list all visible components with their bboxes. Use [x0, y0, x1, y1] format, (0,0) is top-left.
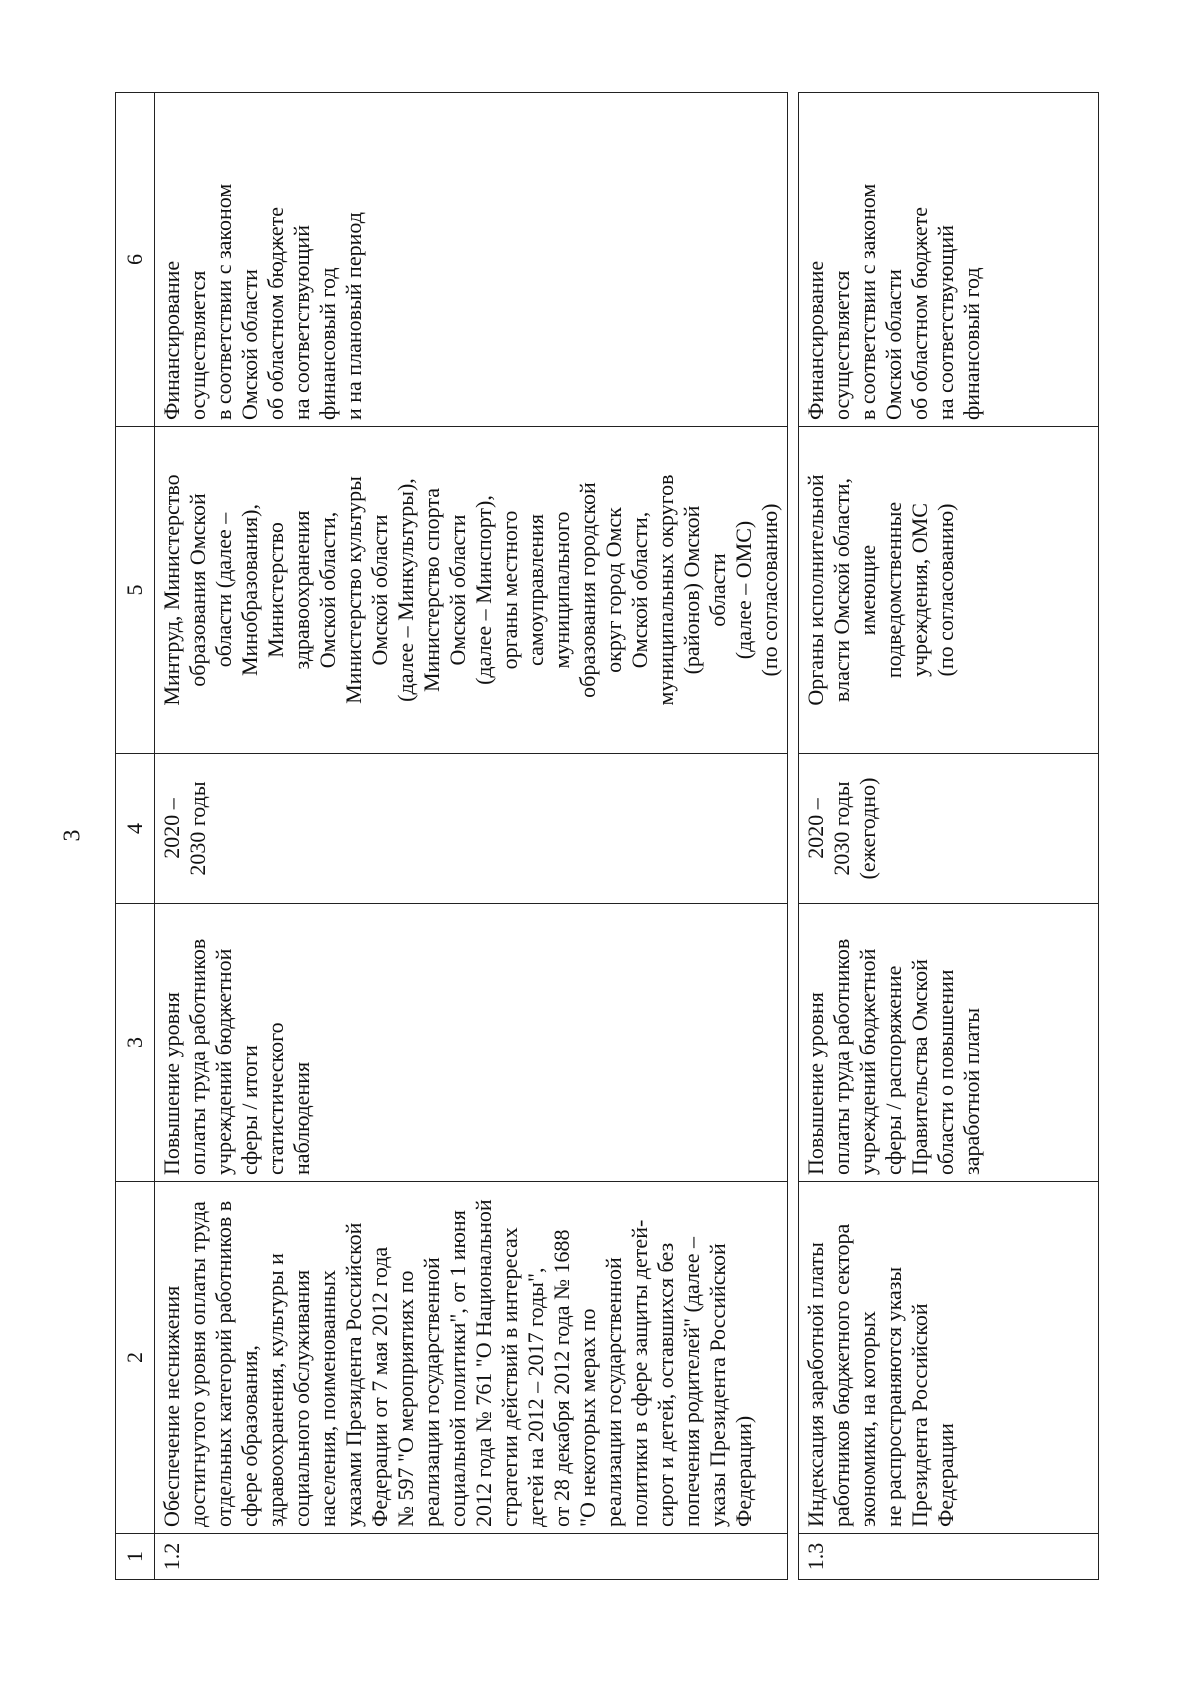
cell-text-line: Министерство	[263, 522, 288, 658]
financing-cell	[799, 93, 1099, 427]
cell-text-line: 2030 годы	[829, 781, 854, 876]
header-col-3: 3	[116, 904, 155, 1182]
cell-text-line: не распространяются указы	[881, 1266, 906, 1527]
cell-text-line: власти Омской области,	[829, 478, 854, 702]
cell-text-line: и на плановый период	[341, 212, 366, 420]
cell-text-line: имеющие	[855, 544, 880, 636]
header-col-2: 2	[116, 1182, 155, 1534]
cell-text-line: органы местного	[497, 510, 522, 670]
cell-text-line: финансовый год	[315, 267, 340, 420]
cell-text-line: сирот и детей, оставшихся без	[653, 1242, 678, 1527]
cell-text-line: сферы / итоги	[237, 1045, 262, 1175]
cell-text-line: (по согласованию)	[933, 503, 958, 677]
cell-text-line: учреждений бюджетной	[211, 948, 236, 1175]
table-row	[155, 93, 788, 1580]
cell-text-line: заработной платы	[959, 1007, 984, 1175]
cell-text-line: Омской области	[367, 514, 392, 666]
cell-text-line: Омской области	[445, 514, 470, 666]
cell-text-line: Федерации)	[731, 1415, 756, 1527]
cell-text-line: об областном бюджете	[263, 207, 288, 420]
cell-text-line: работников бюджетного сектора	[829, 1223, 854, 1527]
cell-text-line: оплаты труда работников	[185, 938, 210, 1175]
table-row	[799, 93, 1099, 1580]
cell-text-line: (далее – Минкультуры),	[393, 478, 418, 702]
header-col-1: 1	[116, 1534, 155, 1580]
cell-text-line: Президента Российской	[907, 1303, 932, 1527]
cell-text-line: на соответствующий	[289, 225, 314, 420]
header-row	[116, 93, 155, 1580]
responsible-cell	[799, 427, 1099, 754]
cell-text-line: реализации государственной	[419, 1257, 444, 1527]
cell-text-line: экономики, на которых	[855, 1311, 880, 1527]
cell-text-line: достигнутого уровня оплаты труда	[185, 1201, 210, 1527]
result-cell	[155, 904, 788, 1182]
financing-cell	[155, 93, 788, 427]
cell-text-line: оплаты труда работников	[829, 938, 854, 1175]
cell-text-line: сфере образования,	[237, 1345, 262, 1527]
cell-text-line: Омской области	[881, 269, 906, 420]
row-gap	[788, 93, 799, 1580]
cell-text-line: социального обслуживания	[289, 1269, 314, 1527]
cell-text-line: Министерство спорта	[419, 487, 444, 693]
cell-text-line: финансовый год	[959, 267, 984, 420]
cell-text-line: в соответствии с законом	[211, 183, 236, 420]
cell-text-line: Обеспечение неснижения	[159, 1285, 184, 1527]
period-cell	[799, 754, 1099, 904]
cell-text-line: учреждения, ОМС	[907, 503, 932, 677]
cell-text-line: Минтруд, Министерство	[159, 474, 184, 706]
cell-text-line: реализации государственной	[601, 1257, 626, 1527]
cell-text-line: самоуправления	[523, 514, 548, 666]
header-col-4: 4	[116, 754, 155, 904]
cell-text-line: учреждений бюджетной	[855, 948, 880, 1175]
header-col-6: 6	[116, 93, 155, 427]
cell-text-line: указы Президента Российской	[705, 1243, 730, 1527]
cell-text-line: Омской области	[237, 269, 262, 420]
cell-text-line: подведомственные	[881, 501, 906, 679]
cell-text-line: области о повышении	[933, 969, 958, 1175]
cell-text-line: (далее – ОМС)	[731, 520, 756, 660]
header-col-5: 5	[116, 427, 155, 754]
cell-text-line: об областном бюджете	[907, 207, 932, 420]
cell-text-line: Омской области,	[315, 511, 340, 669]
cell-text-line: (по согласованию)	[757, 503, 782, 677]
cell-text-line: здравоохранения	[289, 510, 314, 670]
cell-text-line: 2030 годы	[185, 781, 210, 876]
cell-text-line: политики в сфере защиты детей-	[627, 1219, 652, 1527]
cell-text-line: статистического	[263, 1022, 288, 1175]
cell-text-line: 2012 года № 761 "О Национальной	[471, 1199, 496, 1527]
cell-text-line: от 28 декабря 2012 года № 1688	[549, 1229, 574, 1527]
cell-text-line: образования городской	[575, 482, 600, 698]
cell-text-line: отдельных категорий работников в	[211, 1200, 236, 1527]
cell-text-line: попечения родителей" (далее –	[679, 1237, 704, 1527]
period-cell	[155, 754, 788, 904]
cell-text-line: социальной политики", от 1 июня	[445, 1210, 470, 1527]
page-number: 3	[59, 829, 86, 842]
responsible-cell	[155, 427, 788, 754]
cell-text-line: осуществляется	[829, 270, 854, 420]
cell-text-line: в соответствии с законом	[855, 183, 880, 420]
cell-text-line: Органы исполнительной	[803, 474, 828, 706]
cell-text-line: стратегии действий в интересах	[497, 1227, 522, 1527]
cell-text-line: 2020 –	[159, 798, 184, 859]
cell-text-line: Финансирование	[159, 260, 184, 420]
cell-text-line: (районов) Омской	[679, 505, 704, 675]
cell-text-line: детей на 2012 – 2017 годы",	[523, 1267, 548, 1527]
measures-table-rotated	[115, 93, 1093, 1580]
cell-text-line: Повышение уровня	[803, 992, 828, 1175]
cell-text-line: Минобразования),	[237, 504, 262, 676]
cell-text-line: Индексация заработной платы	[803, 1242, 828, 1527]
cell-text-line: (ежегодно)	[855, 777, 880, 880]
cell-text-line: здравоохранения, культуры и	[263, 1253, 288, 1527]
cell-text-line: указами Президента Российской	[341, 1222, 366, 1527]
cell-text-line: Федерации	[933, 1423, 958, 1527]
cell-text-line: Федерации от 7 мая 2012 года	[367, 1246, 392, 1527]
cell-text-line: Министерство культуры	[341, 476, 366, 704]
cell-text-line: осуществляется	[185, 270, 210, 420]
cell-text-line: на соответствующий	[933, 225, 958, 420]
measures-table	[115, 92, 1099, 1580]
cell-text-line: муниципальных округов	[653, 474, 678, 706]
cell-text-line: 2020 –	[803, 798, 828, 859]
measure-name-cell	[155, 1182, 788, 1534]
cell-text-line: населения, поименованных	[315, 1270, 340, 1527]
cell-text-line: Омской области,	[627, 511, 652, 669]
result-cell	[799, 904, 1099, 1182]
cell-text-line: образования Омской	[185, 493, 210, 687]
cell-text-line: наблюдения	[289, 1061, 314, 1175]
cell-text-line: сферы / распоряжение	[881, 965, 906, 1175]
cell-text-line: области (далее –	[211, 512, 236, 668]
cell-text-line: № 597 "О мероприятиях по	[393, 1270, 418, 1527]
cell-text-line: Финансирование	[803, 260, 828, 420]
cell-text-line: округ город Омск	[601, 507, 626, 673]
row-number: 1.3	[799, 1534, 1099, 1580]
cell-text-line: области	[705, 553, 730, 627]
cell-text-line: муниципального	[549, 511, 574, 669]
cell-text-line: (далее – Минспорт),	[471, 495, 496, 685]
measure-name-cell	[799, 1182, 1099, 1534]
cell-text-line: Повышение уровня	[159, 992, 184, 1175]
cell-text-line: Правительства Омской	[907, 959, 932, 1175]
row-number: 1.2	[155, 1534, 788, 1580]
cell-text-line: "О некоторых мерах по	[575, 1308, 600, 1527]
